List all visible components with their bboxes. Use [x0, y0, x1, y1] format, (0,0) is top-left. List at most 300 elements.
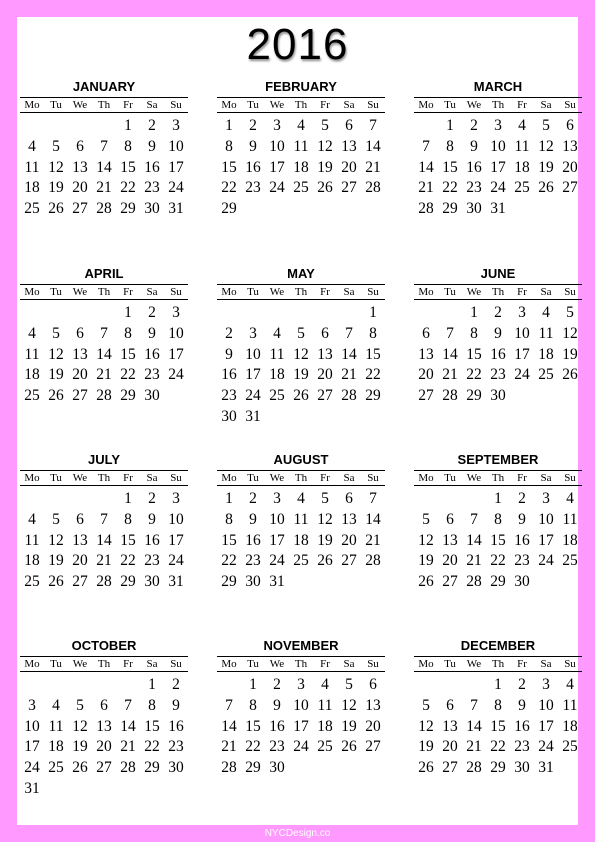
day-cell: 16	[514, 531, 530, 549]
day-cell	[313, 407, 337, 428]
week-row	[20, 551, 188, 572]
day-cell: 13	[96, 717, 112, 735]
day-cell: 15	[442, 158, 458, 176]
weeks-grid	[414, 303, 582, 407]
weekday-label: Mo	[24, 472, 40, 484]
week-row	[217, 199, 385, 220]
weekday-label: Sa	[343, 99, 355, 111]
day-cell: 2	[148, 490, 156, 507]
day-cell: 21	[466, 738, 482, 756]
week-row	[414, 531, 582, 552]
day-cell: 10	[168, 510, 184, 528]
day-cell: 15	[365, 345, 381, 363]
day-cell: 13	[562, 137, 578, 155]
day-cell: 4	[518, 117, 526, 134]
day-cell: 24	[168, 552, 184, 570]
day-cell: 20	[341, 531, 357, 549]
weekday-label: Th	[294, 286, 308, 298]
weekday-label: Mo	[418, 658, 434, 670]
day-cell: 18	[24, 179, 40, 197]
day-cell: 8	[249, 696, 257, 714]
week-row	[217, 365, 385, 386]
day-cell	[534, 386, 558, 407]
day-cell: 25	[24, 573, 40, 591]
week-row	[217, 758, 385, 779]
month-november	[217, 638, 385, 779]
week-row	[414, 489, 582, 510]
day-cell: 12	[317, 137, 333, 155]
month-name: APRIL	[84, 266, 124, 281]
month-august	[217, 452, 385, 593]
day-cell: 13	[442, 531, 458, 549]
day-cell: 17	[24, 738, 40, 756]
day-cell	[534, 199, 558, 220]
day-cell: 8	[124, 510, 132, 528]
day-cell: 21	[365, 531, 381, 549]
day-cell: 9	[249, 137, 257, 155]
day-cell: 17	[168, 158, 184, 176]
day-cell	[558, 572, 582, 593]
day-cell: 10	[245, 345, 261, 363]
day-cell: 6	[369, 676, 377, 693]
day-cell: 21	[418, 179, 434, 197]
day-cell: 8	[494, 696, 502, 714]
weekday-label: Su	[564, 658, 576, 670]
day-cell: 15	[120, 158, 136, 176]
month-name: NOVEMBER	[263, 638, 339, 653]
day-cell	[414, 675, 438, 696]
day-cell: 2	[470, 117, 478, 134]
day-cell: 24	[538, 738, 554, 756]
week-row	[20, 572, 188, 593]
day-cell: 23	[245, 552, 261, 570]
day-cell: 4	[28, 510, 36, 528]
weekday-label: Mo	[221, 472, 237, 484]
weekday-label: Fr	[320, 472, 330, 484]
day-cell: 16	[144, 531, 160, 549]
day-cell: 1	[494, 490, 502, 507]
day-cell: 17	[538, 531, 554, 549]
day-cell: 23	[144, 366, 160, 384]
weekday-label: Tu	[50, 286, 62, 298]
day-cell: 14	[466, 717, 482, 735]
day-cell: 21	[221, 738, 237, 756]
weekday-label: We	[466, 658, 482, 670]
weekday-label: Mo	[418, 286, 434, 298]
weekday-label: Su	[564, 472, 576, 484]
day-cell: 22	[120, 179, 136, 197]
weekday-label: Th	[294, 99, 308, 111]
day-cell	[289, 407, 313, 428]
day-cell: 2	[273, 676, 281, 693]
day-cell: 26	[341, 738, 357, 756]
day-cell: 1	[470, 304, 478, 321]
day-cell	[313, 572, 337, 593]
day-cell: 20	[418, 366, 434, 384]
day-cell: 28	[365, 552, 381, 570]
day-cell: 30	[269, 759, 285, 777]
day-cell: 22	[245, 738, 261, 756]
day-cell: 3	[172, 490, 180, 507]
weekday-label: Th	[294, 472, 308, 484]
day-cell: 29	[442, 200, 458, 218]
month-february	[217, 79, 385, 220]
day-cell: 18	[24, 552, 40, 570]
day-cell: 15	[120, 345, 136, 363]
day-cell	[313, 199, 337, 220]
day-cell: 15	[490, 531, 506, 549]
day-cell: 2	[172, 676, 180, 693]
day-cell: 24	[514, 366, 530, 384]
day-cell: 6	[76, 324, 84, 342]
day-cell: 8	[124, 137, 132, 155]
day-cell	[68, 116, 92, 137]
day-cell: 29	[120, 200, 136, 218]
day-cell: 10	[293, 696, 309, 714]
week-row	[20, 531, 188, 552]
day-cell: 5	[422, 696, 430, 714]
day-cell: 15	[490, 717, 506, 735]
day-cell: 14	[341, 345, 357, 363]
day-cell: 3	[273, 117, 281, 134]
day-cell: 9	[148, 510, 156, 528]
day-cell: 21	[120, 738, 136, 756]
weekday-label: Mo	[221, 286, 237, 298]
day-cell: 21	[466, 552, 482, 570]
day-cell: 11	[293, 137, 309, 155]
day-cell: 27	[96, 759, 112, 777]
day-cell	[116, 779, 140, 800]
day-cell: 29	[120, 573, 136, 591]
day-cell	[164, 386, 188, 407]
day-cell: 2	[148, 117, 156, 134]
day-cell: 31	[24, 779, 40, 797]
day-cell: 22	[221, 552, 237, 570]
day-cell: 21	[442, 366, 458, 384]
week-row	[20, 675, 188, 696]
day-cell: 3	[518, 304, 526, 321]
day-cell: 20	[442, 738, 458, 756]
day-cell: 6	[76, 510, 84, 528]
week-row	[217, 510, 385, 531]
day-cell: 9	[172, 696, 180, 714]
day-cell: 24	[490, 179, 506, 197]
weekday-label: Su	[564, 286, 576, 298]
day-cell: 19	[293, 366, 309, 384]
weekday-label: Mo	[24, 658, 40, 670]
week-row	[217, 675, 385, 696]
month-name: JULY	[87, 452, 121, 467]
week-row	[414, 178, 582, 199]
day-cell: 20	[72, 552, 88, 570]
weekday-label: Tu	[247, 286, 259, 298]
day-cell	[20, 489, 44, 510]
day-cell: 27	[562, 179, 578, 197]
weekday-label: Th	[294, 658, 308, 670]
week-row	[414, 758, 582, 779]
day-cell: 25	[24, 200, 40, 218]
day-cell: 4	[28, 324, 36, 342]
day-cell: 19	[317, 158, 333, 176]
day-cell: 19	[341, 717, 357, 735]
month-name: DECEMBER	[460, 638, 536, 653]
day-cell: 4	[52, 696, 60, 714]
day-cell: 9	[148, 137, 156, 155]
week-row	[217, 303, 385, 324]
day-cell: 24	[538, 552, 554, 570]
weekday-label: Su	[367, 472, 379, 484]
day-cell: 12	[341, 696, 357, 714]
day-cell: 6	[345, 117, 353, 134]
day-cell: 2	[249, 117, 257, 134]
day-cell: 9	[225, 345, 233, 363]
weekday-label: Su	[170, 286, 182, 298]
day-cell: 16	[245, 531, 261, 549]
day-cell	[68, 779, 92, 800]
day-cell: 26	[418, 573, 434, 591]
weekday-label: Sa	[540, 658, 552, 670]
day-cell: 28	[96, 573, 112, 591]
month-name: JANUARY	[72, 79, 136, 94]
weeks-grid	[414, 489, 582, 593]
day-cell	[68, 489, 92, 510]
weekday-label: Sa	[540, 286, 552, 298]
day-cell: 7	[225, 696, 233, 714]
day-cell: 18	[538, 345, 554, 363]
weekday-label: We	[269, 472, 285, 484]
day-cell: 10	[168, 324, 184, 342]
day-cell: 16	[490, 345, 506, 363]
month-march	[414, 79, 582, 220]
day-cell: 23	[269, 738, 285, 756]
day-cell: 12	[48, 158, 64, 176]
weekday-label: Tu	[247, 472, 259, 484]
weekday-header-row	[414, 656, 582, 672]
day-cell: 25	[514, 179, 530, 197]
week-row	[217, 324, 385, 345]
week-row	[20, 116, 188, 137]
weekday-label: Th	[97, 286, 111, 298]
day-cell: 7	[345, 324, 353, 342]
weekday-label: Tu	[444, 472, 456, 484]
day-cell: 13	[72, 345, 88, 363]
day-cell: 3	[172, 117, 180, 134]
day-cell: 9	[494, 324, 502, 342]
day-cell: 4	[273, 324, 281, 342]
day-cell: 3	[249, 324, 257, 342]
week-row	[414, 717, 582, 738]
week-row	[217, 572, 385, 593]
day-cell: 5	[52, 510, 60, 528]
day-cell: 26	[48, 200, 64, 218]
day-cell: 17	[269, 531, 285, 549]
day-cell: 25	[293, 179, 309, 197]
day-cell: 28	[341, 387, 357, 405]
day-cell: 12	[293, 345, 309, 363]
weeks-grid	[217, 303, 385, 428]
day-cell: 19	[418, 738, 434, 756]
day-cell: 1	[148, 676, 156, 693]
day-cell	[510, 386, 534, 407]
weekday-label: Th	[491, 472, 505, 484]
weekday-label: Sa	[540, 472, 552, 484]
day-cell: 2	[518, 676, 526, 693]
day-cell	[217, 303, 241, 324]
day-cell: 18	[48, 738, 64, 756]
weekday-label: Sa	[146, 472, 158, 484]
day-cell: 22	[120, 366, 136, 384]
day-cell: 30	[144, 573, 160, 591]
day-cell: 14	[418, 158, 434, 176]
day-cell: 30	[466, 200, 482, 218]
weeks-grid	[414, 675, 582, 779]
weekday-label: Tu	[444, 658, 456, 670]
day-cell: 10	[538, 510, 554, 528]
weekday-label: Th	[97, 99, 111, 111]
day-cell: 7	[422, 137, 430, 155]
day-cell: 16	[466, 158, 482, 176]
weeks-grid	[20, 489, 188, 593]
day-cell: 7	[470, 696, 478, 714]
day-cell: 14	[442, 345, 458, 363]
day-cell	[558, 386, 582, 407]
day-cell	[361, 407, 385, 428]
day-cell: 4	[321, 676, 329, 693]
month-name: MAY	[287, 266, 315, 281]
week-row	[414, 199, 582, 220]
day-cell: 8	[225, 510, 233, 528]
calendar-page	[17, 17, 578, 825]
day-cell: 18	[562, 717, 578, 735]
weekday-header-row	[217, 284, 385, 300]
day-cell: 31	[490, 200, 506, 218]
day-cell: 14	[120, 717, 136, 735]
day-cell: 25	[317, 738, 333, 756]
week-row	[414, 116, 582, 137]
day-cell: 29	[466, 387, 482, 405]
footer-credit: NYCDesign.co	[264, 828, 331, 839]
day-cell: 3	[494, 117, 502, 134]
day-cell: 6	[345, 490, 353, 507]
day-cell: 26	[293, 387, 309, 405]
day-cell: 10	[490, 137, 506, 155]
day-cell: 2	[249, 490, 257, 507]
day-cell	[313, 758, 337, 779]
day-cell	[361, 572, 385, 593]
day-cell: 28	[96, 200, 112, 218]
day-cell: 25	[48, 759, 64, 777]
day-cell	[68, 303, 92, 324]
weekday-label: We	[466, 286, 482, 298]
day-cell: 14	[365, 137, 381, 155]
day-cell: 1	[446, 117, 454, 134]
day-cell	[44, 116, 68, 137]
weekday-header-row	[20, 470, 188, 486]
day-cell: 16	[245, 158, 261, 176]
weekday-header-row	[20, 656, 188, 672]
day-cell: 17	[245, 366, 261, 384]
day-cell: 11	[24, 158, 40, 176]
day-cell: 18	[269, 366, 285, 384]
week-row	[414, 345, 582, 366]
day-cell: 6	[321, 324, 329, 342]
weekday-header-row	[217, 470, 385, 486]
weekday-label: Tu	[50, 658, 62, 670]
week-row	[20, 758, 188, 779]
day-cell: 8	[124, 324, 132, 342]
day-cell: 19	[562, 345, 578, 363]
day-cell: 10	[269, 137, 285, 155]
day-cell: 7	[124, 696, 132, 714]
weekday-label: We	[72, 472, 88, 484]
day-cell: 21	[341, 366, 357, 384]
day-cell: 18	[24, 366, 40, 384]
day-cell: 5	[321, 490, 329, 507]
weekday-label: Sa	[540, 99, 552, 111]
day-cell: 29	[221, 573, 237, 591]
day-cell	[462, 489, 486, 510]
weekday-header-row	[217, 656, 385, 672]
day-cell: 28	[221, 759, 237, 777]
day-cell	[92, 303, 116, 324]
weekday-label: Fr	[123, 472, 133, 484]
day-cell: 16	[168, 717, 184, 735]
day-cell: 11	[538, 324, 554, 342]
day-cell: 21	[365, 158, 381, 176]
day-cell	[361, 758, 385, 779]
weekday-label: We	[72, 99, 88, 111]
day-cell: 4	[297, 490, 305, 507]
day-cell	[438, 303, 462, 324]
day-cell: 26	[418, 759, 434, 777]
month-name: SEPTEMBER	[457, 452, 539, 467]
day-cell: 23	[245, 179, 261, 197]
day-cell	[361, 199, 385, 220]
day-cell: 9	[470, 137, 478, 155]
day-cell: 7	[369, 117, 377, 134]
month-name: AUGUST	[273, 452, 329, 467]
day-cell	[337, 199, 361, 220]
weeks-grid	[20, 303, 188, 407]
day-cell: 24	[24, 759, 40, 777]
week-row	[217, 489, 385, 510]
day-cell: 9	[273, 696, 281, 714]
day-cell: 4	[297, 117, 305, 134]
day-cell: 19	[538, 158, 554, 176]
week-row	[217, 551, 385, 572]
day-cell: 8	[225, 137, 233, 155]
day-cell: 27	[72, 573, 88, 591]
day-cell	[414, 489, 438, 510]
day-cell: 20	[562, 158, 578, 176]
day-cell: 20	[96, 738, 112, 756]
day-cell	[164, 779, 188, 800]
day-cell: 16	[144, 158, 160, 176]
day-cell: 26	[562, 366, 578, 384]
day-cell: 11	[24, 531, 40, 549]
day-cell: 1	[225, 117, 233, 134]
day-cell: 20	[72, 179, 88, 197]
day-cell: 22	[221, 179, 237, 197]
day-cell: 16	[269, 717, 285, 735]
week-row	[20, 345, 188, 366]
day-cell: 14	[96, 531, 112, 549]
day-cell: 8	[470, 324, 478, 342]
week-row	[217, 717, 385, 738]
day-cell: 27	[442, 759, 458, 777]
day-cell: 6	[422, 324, 430, 342]
day-cell: 24	[168, 366, 184, 384]
